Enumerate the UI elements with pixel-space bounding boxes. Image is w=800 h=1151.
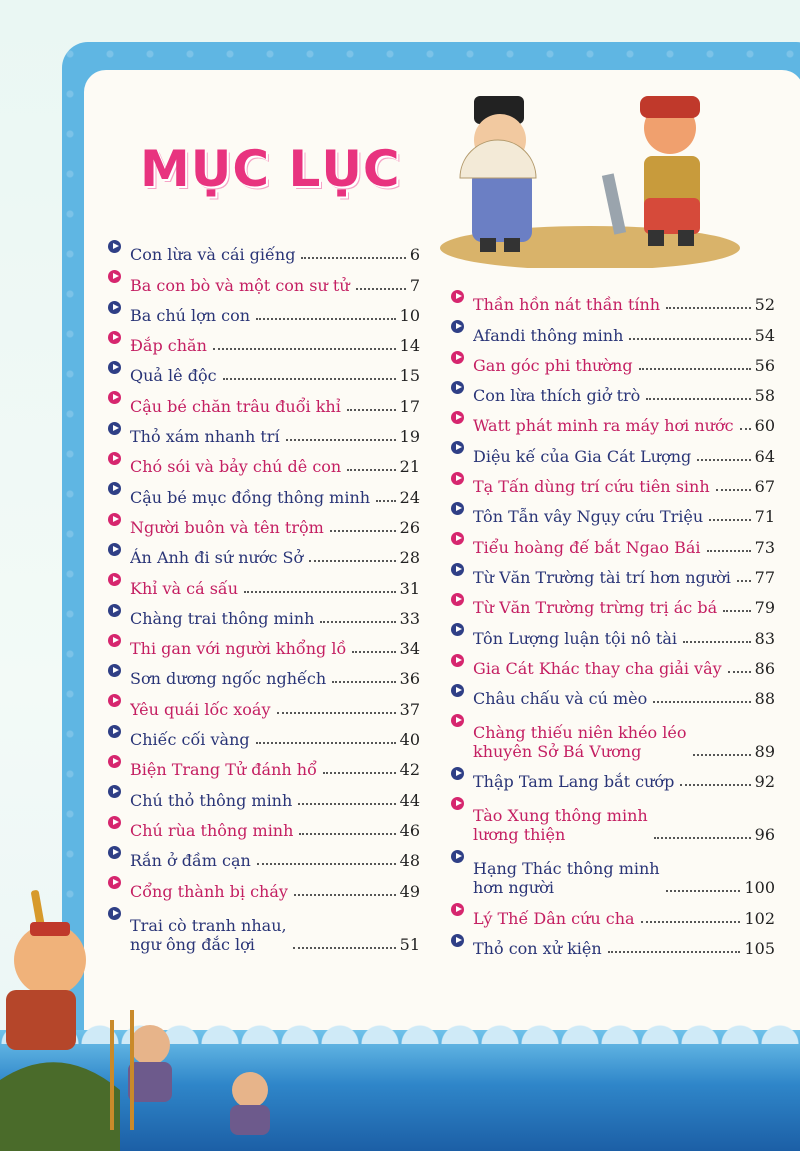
dot-leader: [654, 837, 751, 839]
entry-title: Cậu bé mục đồng thông minh: [130, 487, 371, 507]
play-bullet-icon: [108, 482, 121, 495]
entry-title: Chàng trai thông minh: [130, 608, 315, 628]
entry-page: 34: [399, 639, 420, 659]
play-bullet-icon: [451, 623, 464, 636]
characters-illustration: [440, 78, 740, 268]
dot-leader: [347, 469, 395, 471]
play-bullet-icon: [108, 391, 121, 404]
entry-page: 33: [399, 608, 420, 628]
dot-leader: [639, 368, 751, 370]
play-bullet-icon: [451, 934, 464, 947]
dot-leader: [707, 550, 751, 552]
entry-title: Rắn ở đầm cạn: [130, 851, 251, 871]
entry-title: Con lừa và cái giếng: [130, 245, 296, 265]
toc-entry[interactable]: [108, 416, 420, 446]
entry-page: 10: [399, 305, 420, 325]
toc-entry[interactable]: [451, 617, 775, 647]
toc-entry[interactable]: [451, 708, 775, 761]
dot-leader: [213, 348, 396, 350]
entry-page: 17: [399, 396, 420, 416]
entry-title: Đắp chăn: [130, 336, 207, 356]
entry-title: Thi gan với người khổng lồ: [130, 639, 347, 659]
entry-title: Thỏ con xử kiện: [473, 939, 602, 959]
toc-entry[interactable]: [108, 628, 420, 658]
toc-entry[interactable]: [451, 897, 775, 927]
toc-entry[interactable]: [451, 375, 775, 405]
entry-title: Thỏ xám nhanh trí: [130, 427, 280, 447]
toc-entry[interactable]: [451, 314, 775, 344]
play-bullet-icon: [451, 654, 464, 667]
play-bullet-icon: [451, 532, 464, 545]
dot-leader: [716, 489, 751, 491]
entry-title: Tạ Tấn dùng trí cứu tiên sinh: [473, 477, 710, 497]
dot-leader: [223, 378, 396, 380]
entry-title: Con lừa thích giở trò: [473, 386, 641, 406]
entry-page: 88: [754, 689, 775, 709]
dot-leader: [256, 742, 396, 744]
entry-title: Afandi thông minh: [473, 325, 624, 345]
toc-entry[interactable]: [451, 791, 775, 844]
entry-page: 67: [754, 477, 775, 497]
entry-title: Hạng Thác thông minh hơn người: [473, 859, 660, 898]
entry-title: Diệu kế của Gia Cát Lượng: [473, 446, 692, 466]
toc-entry[interactable]: [108, 446, 420, 476]
dot-leader: [244, 591, 396, 593]
dot-leader: [277, 712, 396, 714]
toc-entry[interactable]: [108, 840, 420, 870]
play-bullet-icon: [108, 785, 121, 798]
toc-entry[interactable]: [108, 355, 420, 385]
play-bullet-icon: [108, 694, 121, 707]
entry-page: 28: [399, 548, 420, 568]
entry-page: 14: [399, 336, 420, 356]
play-bullet-icon: [451, 797, 464, 810]
dot-leader: [646, 398, 750, 400]
entry-title: Ba con bò và một con sư tử: [130, 275, 350, 295]
entry-title: Chó sói và bảy chú dê con: [130, 457, 342, 477]
play-bullet-icon: [108, 573, 121, 586]
entry-title: Tào Xung thông minh lương thiện: [473, 806, 648, 845]
play-bullet-icon: [451, 472, 464, 485]
play-bullet-icon: [108, 846, 121, 859]
dot-leader: [723, 610, 751, 612]
entry-page: 52: [754, 295, 775, 315]
entry-page: 48: [399, 851, 420, 871]
toc-entry[interactable]: [108, 507, 420, 537]
play-bullet-icon: [108, 301, 121, 314]
entry-title: Thập Tam Lang bắt cướp: [473, 772, 675, 792]
toc-entry[interactable]: [451, 587, 775, 617]
toc-entry[interactable]: [108, 749, 420, 779]
play-bullet-icon: [451, 714, 464, 727]
entry-title: Ba chú lợn con: [130, 305, 251, 325]
dot-leader: [697, 459, 750, 461]
play-bullet-icon: [108, 816, 121, 829]
dot-leader: [680, 784, 750, 786]
entry-page: 37: [399, 699, 420, 719]
play-bullet-icon: [451, 290, 464, 303]
toc-entry[interactable]: [108, 688, 420, 718]
entry-title: Cậu bé chăn trâu đuổi khỉ: [130, 396, 341, 416]
entry-title: Biện Trang Tử đánh hổ: [130, 760, 317, 780]
toc-entry[interactable]: [108, 476, 420, 506]
play-bullet-icon: [108, 240, 121, 253]
dot-leader: [666, 307, 751, 309]
entry-page: 26: [399, 517, 420, 537]
play-bullet-icon: [108, 452, 121, 465]
entry-page: 24: [399, 487, 420, 507]
toc-entry[interactable]: [108, 325, 420, 355]
play-bullet-icon: [108, 604, 121, 617]
toc-entry[interactable]: [451, 526, 775, 556]
play-bullet-icon: [108, 543, 121, 556]
dot-leader: [293, 947, 396, 949]
dot-leader: [332, 681, 396, 683]
toc-entry[interactable]: [108, 234, 420, 264]
entry-page: 96: [754, 825, 775, 845]
dot-leader: [301, 257, 405, 259]
play-bullet-icon: [108, 422, 121, 435]
entry-title: Lý Thế Dân cứu cha: [473, 908, 635, 928]
play-bullet-icon: [108, 331, 121, 344]
dot-leader: [376, 500, 396, 502]
toc-entry[interactable]: [108, 658, 420, 688]
dot-leader: [309, 560, 396, 562]
entry-title: Quả lê độc: [130, 366, 217, 386]
toc-entry[interactable]: [451, 496, 775, 526]
entry-page: 44: [399, 790, 420, 810]
dot-leader: [728, 671, 751, 673]
entry-title: Trai cò tranh nhau, ngư ông đắc lợi: [130, 915, 287, 954]
dot-leader: [257, 863, 396, 865]
dot-leader: [693, 754, 751, 756]
entry-title: Yêu quái lốc xoáy: [130, 699, 271, 719]
entry-page: 100: [744, 878, 775, 898]
entry-page: 60: [754, 416, 775, 436]
entry-page: 105: [744, 939, 775, 959]
toc-entry[interactable]: [108, 779, 420, 809]
fisherman-illustration: [0, 890, 300, 1151]
dot-leader: [294, 894, 396, 896]
play-bullet-icon: [108, 270, 121, 283]
toc-entry[interactable]: [108, 598, 420, 628]
dot-leader: [347, 409, 396, 411]
entry-page: 56: [754, 355, 775, 375]
entry-page: 102: [744, 908, 775, 928]
play-bullet-icon: [108, 876, 121, 889]
entry-page: 71: [754, 507, 775, 527]
dot-leader: [286, 439, 396, 441]
entry-page: 19: [399, 427, 420, 447]
toc-entry[interactable]: [108, 719, 420, 749]
entry-page: 79: [754, 598, 775, 618]
entry-page: 54: [754, 325, 775, 345]
toc-entry[interactable]: [108, 295, 420, 325]
play-bullet-icon: [451, 502, 464, 515]
toc-entry[interactable]: [451, 557, 775, 587]
dot-leader: [740, 428, 751, 430]
toc-entry[interactable]: [451, 284, 775, 314]
toc-entry[interactable]: [108, 537, 420, 567]
play-bullet-icon: [451, 593, 464, 606]
entry-page: 7: [409, 275, 420, 295]
dot-leader: [323, 772, 396, 774]
dot-leader: [666, 890, 741, 892]
dot-leader: [330, 530, 396, 532]
entry-title: Người buôn và tên trộm: [130, 517, 324, 537]
toc-entry[interactable]: [451, 466, 775, 496]
dot-leader: [299, 833, 395, 835]
dot-leader: [298, 803, 395, 805]
entry-title: Tôn Lượng luận tội nô tài: [473, 628, 677, 648]
toc-entry[interactable]: [451, 678, 775, 708]
play-bullet-icon: [108, 513, 121, 526]
play-bullet-icon: [108, 634, 121, 647]
entry-page: 64: [754, 446, 775, 466]
play-bullet-icon: [451, 441, 464, 454]
dot-leader: [683, 641, 751, 643]
play-bullet-icon: [451, 850, 464, 863]
entry-title: Từ Văn Trường trừng trị ác bá: [473, 598, 718, 618]
entry-page: 15: [399, 366, 420, 386]
dot-leader: [629, 338, 750, 340]
play-bullet-icon: [108, 755, 121, 768]
entry-title: Tôn Tẫn vây Ngụy cứu Triệu: [473, 507, 704, 527]
entry-title: Chú thỏ thông minh: [130, 790, 293, 810]
entry-title: Gia Cát Khác thay cha giải vây: [473, 658, 722, 678]
play-bullet-icon: [451, 767, 464, 780]
entry-page: 36: [399, 669, 420, 689]
toc-right-column: [451, 284, 775, 958]
toc-entry[interactable]: [451, 435, 775, 465]
entry-page: 31: [399, 578, 420, 598]
entry-title: Khỉ và cá sấu: [130, 578, 239, 598]
toc-left-column: [108, 234, 420, 954]
entry-page: 89: [754, 742, 775, 762]
toc-entry[interactable]: [108, 567, 420, 597]
entry-title: Tiểu hoàng đế bắt Ngao Bái: [473, 537, 701, 557]
entry-page: 21: [399, 457, 420, 477]
play-bullet-icon: [108, 664, 121, 677]
toc-entry[interactable]: [108, 810, 420, 840]
toc-entry[interactable]: [451, 844, 775, 897]
dot-leader: [352, 651, 395, 653]
toc-entry[interactable]: [451, 405, 775, 435]
toc-entry[interactable]: [451, 648, 775, 678]
play-bullet-icon: [108, 361, 121, 374]
entry-title: Án Anh đi sứ nước Sở: [130, 548, 304, 568]
entry-title: Từ Văn Trường tài trí hơn người: [473, 567, 731, 587]
entry-page: 46: [399, 820, 420, 840]
play-bullet-icon: [451, 381, 464, 394]
dot-leader: [653, 701, 750, 703]
entry-page: 51: [399, 934, 420, 954]
entry-page: 77: [754, 567, 775, 587]
entry-title: Sơn dương ngốc nghếch: [130, 669, 327, 689]
entry-page: 42: [399, 760, 420, 780]
dot-leader: [641, 921, 741, 923]
entry-page: 92: [754, 772, 775, 792]
play-bullet-icon: [451, 411, 464, 424]
play-bullet-icon: [451, 563, 464, 576]
entry-page: 6: [409, 245, 420, 265]
toc-entry[interactable]: [108, 385, 420, 415]
entry-page: 73: [754, 537, 775, 557]
entry-title: Châu chấu và cú mèo: [473, 689, 648, 709]
dot-leader: [709, 519, 750, 521]
play-bullet-icon: [451, 903, 464, 916]
entry-page: 86: [754, 658, 775, 678]
play-bullet-icon: [451, 320, 464, 333]
dot-leader: [608, 951, 741, 953]
entry-page: 49: [399, 881, 420, 901]
dot-leader: [256, 318, 396, 320]
entry-page: 58: [754, 386, 775, 406]
toc-entry[interactable]: [451, 761, 775, 791]
toc-entry[interactable]: [451, 345, 775, 375]
entry-title: Chàng thiếu niên khéo léo khuyên Sở Bá Vương: [473, 723, 687, 762]
play-bullet-icon: [451, 351, 464, 364]
entry-title: Gan góc phi thường: [473, 355, 633, 375]
play-bullet-icon: [108, 725, 121, 738]
toc-entry[interactable]: [108, 264, 420, 294]
page-title: MỤC LỤC: [140, 140, 401, 198]
entry-page: 40: [399, 730, 420, 750]
entry-title: Watt phát minh ra máy hơi nước: [473, 416, 734, 436]
entry-title: Chiếc cối vàng: [130, 730, 250, 750]
dot-leader: [737, 580, 751, 582]
dot-leader: [320, 621, 395, 623]
toc-entry[interactable]: [451, 928, 775, 958]
entry-title: Cổng thành bị cháy: [130, 881, 288, 901]
play-bullet-icon: [451, 684, 464, 697]
dot-leader: [356, 288, 406, 290]
entry-title: Chú rùa thông minh: [130, 820, 294, 840]
entry-title: Thần hồn nát thần tính: [473, 295, 661, 315]
entry-page: 83: [754, 628, 775, 648]
